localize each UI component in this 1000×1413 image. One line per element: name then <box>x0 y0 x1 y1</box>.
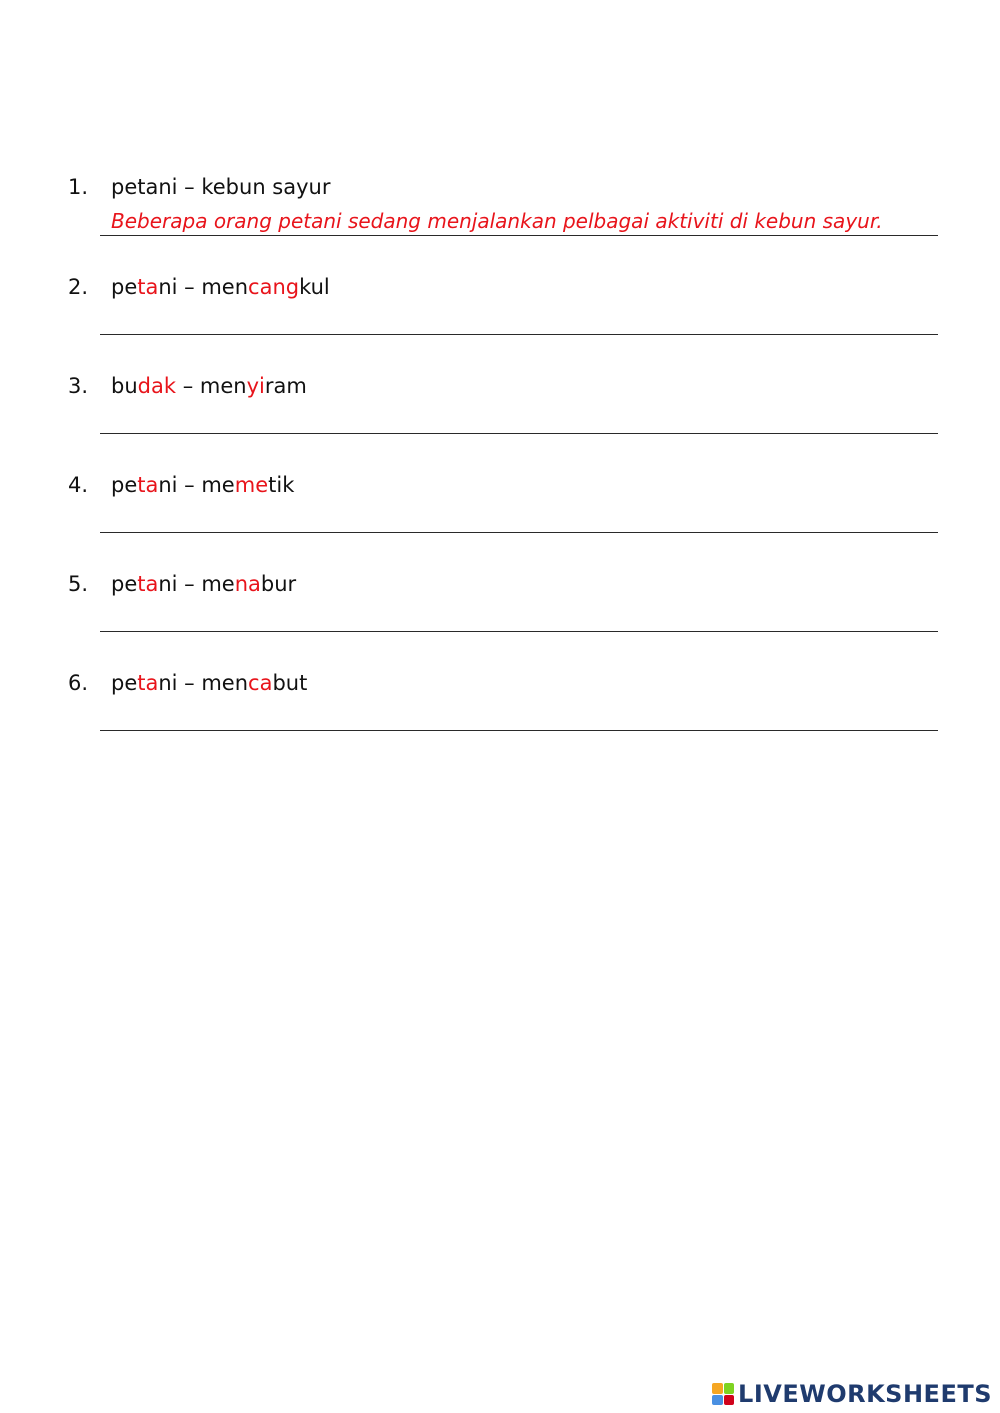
liveworksheets-brand[interactable] <box>712 1381 992 1407</box>
answer-line[interactable] <box>100 631 938 632</box>
question-number: 4. <box>68 473 89 497</box>
question-number: 3. <box>68 374 89 398</box>
answer-line[interactable] <box>100 730 938 731</box>
prompt-segment: ni – men <box>158 275 249 299</box>
question-prompt <box>111 174 331 200</box>
prompt-segment-highlight: ca <box>248 671 273 695</box>
prompt-segment: bu <box>111 374 138 398</box>
prompt-segment: ni – me <box>158 572 235 596</box>
prompt-segment: pe <box>111 671 138 695</box>
question-number: 6. <box>68 671 89 695</box>
prompt-segment: ni – men <box>158 671 249 695</box>
question-number: 2. <box>68 275 89 299</box>
prompt-segment: but <box>272 671 308 695</box>
prompt-segment-highlight: ta <box>137 275 159 299</box>
prompt-segment-highlight: cang <box>248 275 300 299</box>
question-prompt <box>111 670 307 696</box>
question-prompt <box>111 571 296 597</box>
prompt-segment: pe <box>111 275 138 299</box>
question-number: 5. <box>68 572 89 596</box>
prompt-segment: ni – me <box>158 473 235 497</box>
answer-line[interactable] <box>100 532 938 533</box>
question-number: 1. <box>68 175 89 199</box>
question-prompt <box>111 274 330 300</box>
liveworksheets-logo-icon <box>712 1383 734 1405</box>
prompt-segment: pe <box>111 572 138 596</box>
sample-answer: Beberapa orang petani sedang menjalankan pelbagai aktiviti di kebun sayur. <box>111 209 883 233</box>
answer-line[interactable] <box>100 433 938 434</box>
prompt-segment-highlight: ta <box>137 671 159 695</box>
question-prompt <box>111 373 307 399</box>
prompt-segment: ram <box>264 374 307 398</box>
prompt-segment-highlight: ta <box>137 473 159 497</box>
prompt-segment-highlight: na <box>234 572 261 596</box>
prompt-segment: bur <box>260 572 297 596</box>
prompt-segment-highlight: dak <box>137 374 177 398</box>
answer-line[interactable] <box>100 334 938 335</box>
prompt-segment: petani – kebun sayur <box>111 175 331 199</box>
prompt-segment-highlight: ta <box>137 572 159 596</box>
prompt-segment: kul <box>299 275 330 299</box>
brand-text: LIVEWORKSHEETS <box>738 1380 992 1408</box>
prompt-segment-highlight: me <box>234 473 269 497</box>
prompt-segment: tik <box>268 473 295 497</box>
prompt-segment: – men <box>176 374 247 398</box>
prompt-segment-highlight: yi <box>246 374 265 398</box>
prompt-segment: pe <box>111 473 138 497</box>
question-prompt <box>111 472 294 498</box>
answer-line[interactable] <box>100 235 938 236</box>
